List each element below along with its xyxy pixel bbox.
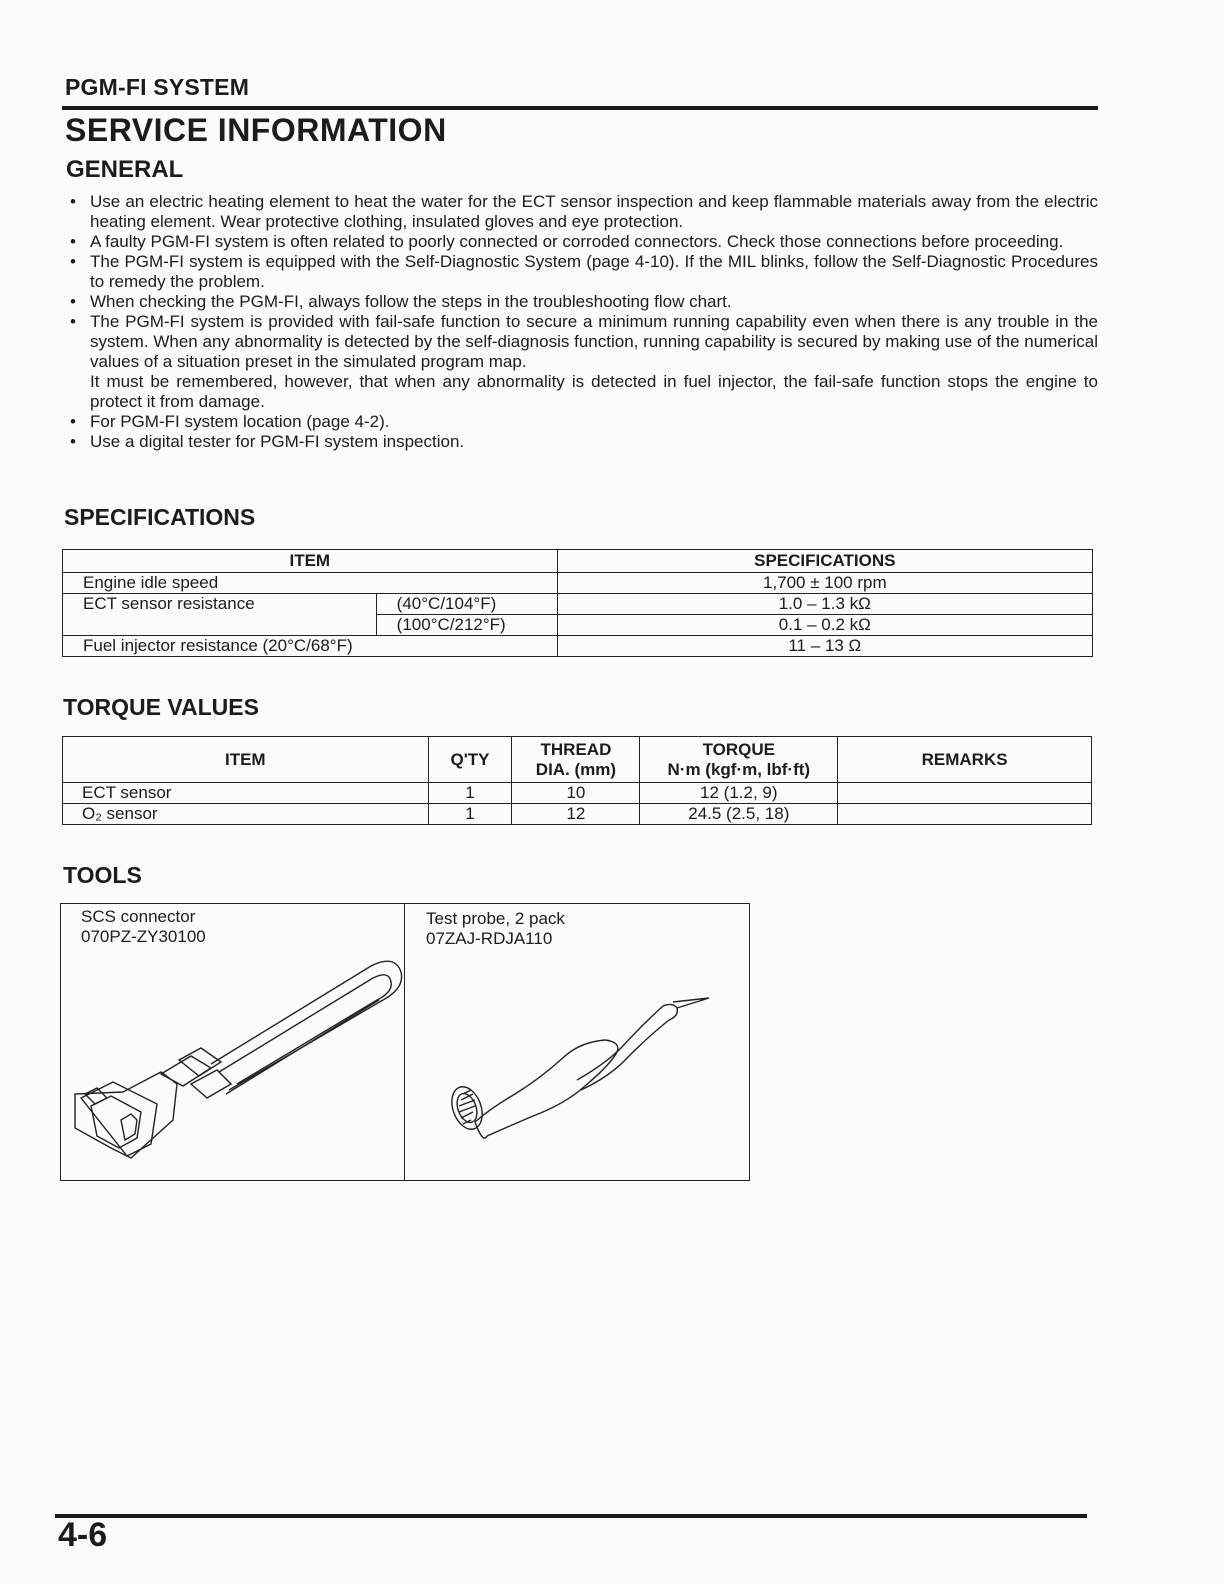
- spec-value: 0.1 – 0.2 kΩ: [557, 615, 1092, 636]
- torque-remarks: [838, 783, 1092, 804]
- tool-name: Test probe, 2 pack: [426, 909, 565, 928]
- specifications-table: [62, 549, 1093, 657]
- footer-rule: [55, 1514, 1087, 1518]
- test-probe-illustration: [405, 944, 749, 1178]
- torque-qty: 1: [428, 783, 512, 804]
- tool-label: [426, 909, 565, 949]
- column-header-spec: SPECIFICATIONS: [557, 550, 1092, 573]
- spec-value: 1,700 ± 100 rpm: [557, 573, 1092, 594]
- spec-item: Fuel injector resistance (20°C/68°F): [63, 636, 558, 657]
- torque-item: O₂ sensor: [63, 804, 429, 825]
- column-header-item: ITEM: [63, 737, 429, 783]
- general-bullet-list: [68, 192, 1098, 452]
- torque-value: 12 (1.2, 9): [640, 783, 838, 804]
- torque-remarks: [838, 804, 1092, 825]
- torque-heading: TORQUE VALUES: [63, 694, 259, 720]
- torque-table: [62, 736, 1092, 825]
- tool-label: [81, 907, 206, 947]
- tools-table: [60, 903, 750, 1181]
- tool-part-number: 07ZAJ-RDJA110: [426, 929, 553, 948]
- bullet-item: • Use a digital tester for PGM-FI system inspection.: [68, 432, 1098, 452]
- section-header: PGM-FI SYSTEM: [65, 74, 250, 100]
- bullet-item: • A faulty PGM-FI system is often related to poorly connected or corroded connectors. Check those connections before proceeding.: [68, 232, 1098, 252]
- bullet-continuation: It must be remembered, however, that when any abnormality is detected in fuel injector, the fail-safe function stops the engine to protect it from damage.: [90, 372, 1098, 411]
- torque-thread: 12: [512, 804, 640, 825]
- torque-thread: 10: [512, 783, 640, 804]
- tool-test-probe: [405, 904, 749, 1180]
- table-row: [63, 594, 1093, 615]
- spec-item: Engine idle speed: [63, 573, 558, 594]
- table-header-row: [63, 550, 1093, 573]
- torque-qty: 1: [428, 804, 512, 825]
- scs-connector-illustration: [61, 944, 404, 1178]
- tool-name: SCS connector: [81, 907, 196, 926]
- bullet-item: • For PGM-FI system location (page 4-2).: [68, 412, 1098, 432]
- torque-header-line1: TORQUE: [702, 739, 775, 759]
- table-row: [63, 573, 1093, 594]
- column-header-qty: Q'TY: [428, 737, 512, 783]
- general-heading: GENERAL: [66, 156, 184, 183]
- tool-part-number: 070PZ-ZY30100: [81, 927, 206, 946]
- column-header-torque: [640, 737, 838, 783]
- column-header-remarks: REMARKS: [838, 737, 1092, 783]
- table-row: [63, 804, 1092, 825]
- header-rule: [62, 106, 1098, 110]
- torque-header-line2: N·m (kgf·m, lbf·ft): [667, 759, 811, 779]
- spec-value: 11 – 13 Ω: [557, 636, 1092, 657]
- bullet-item: • The PGM-FI system is equipped with the Self-Diagnostic System (page 4-10). If the MIL blinks, follow the Self-Diagnostic Procedures to remedy the problem.: [68, 252, 1098, 292]
- bullet-item: • When checking the PGM-FI, always follow the steps in the troubleshooting flow chart.: [68, 292, 1098, 312]
- bullet-item: • Use an electric heating element to heat the water for the ECT sensor inspection and keep flammable materials away from the electric heating element. Wear protective clothing, insulated gloves and eye protection.: [68, 192, 1098, 232]
- torque-value: 24.5 (2.5, 18): [640, 804, 838, 825]
- tools-heading: TOOLS: [63, 862, 142, 888]
- tool-scs-connector: [61, 904, 405, 1180]
- torque-item: ECT sensor: [63, 783, 429, 804]
- thread-header-line1: THREAD: [540, 739, 612, 759]
- table-header-row: [63, 737, 1092, 783]
- page-title: SERVICE INFORMATION: [65, 112, 447, 148]
- table-row: [63, 783, 1092, 804]
- table-row: [63, 636, 1093, 657]
- spec-value: 1.0 – 1.3 kΩ: [557, 594, 1092, 615]
- bullet-item: • The PGM-FI system is provided with fail-safe function to secure a minimum running capability even when there is any trouble in the system. When any abnormality is detected by the self-diagnosis function, running capability is secured by making use of the numerical values of a situation preset in the simulated program map.: [68, 312, 1098, 372]
- specifications-heading: SPECIFICATIONS: [64, 504, 256, 530]
- page-number: 4-6: [58, 1516, 108, 1554]
- column-header-thread: [512, 737, 640, 783]
- column-header-item: ITEM: [63, 550, 558, 573]
- spec-condition: (40°C/104°F): [376, 594, 557, 615]
- thread-header-line2: DIA. (mm): [535, 759, 617, 779]
- spec-item: ECT sensor resistance: [63, 594, 377, 636]
- spec-condition: (100°C/212°F): [376, 615, 557, 636]
